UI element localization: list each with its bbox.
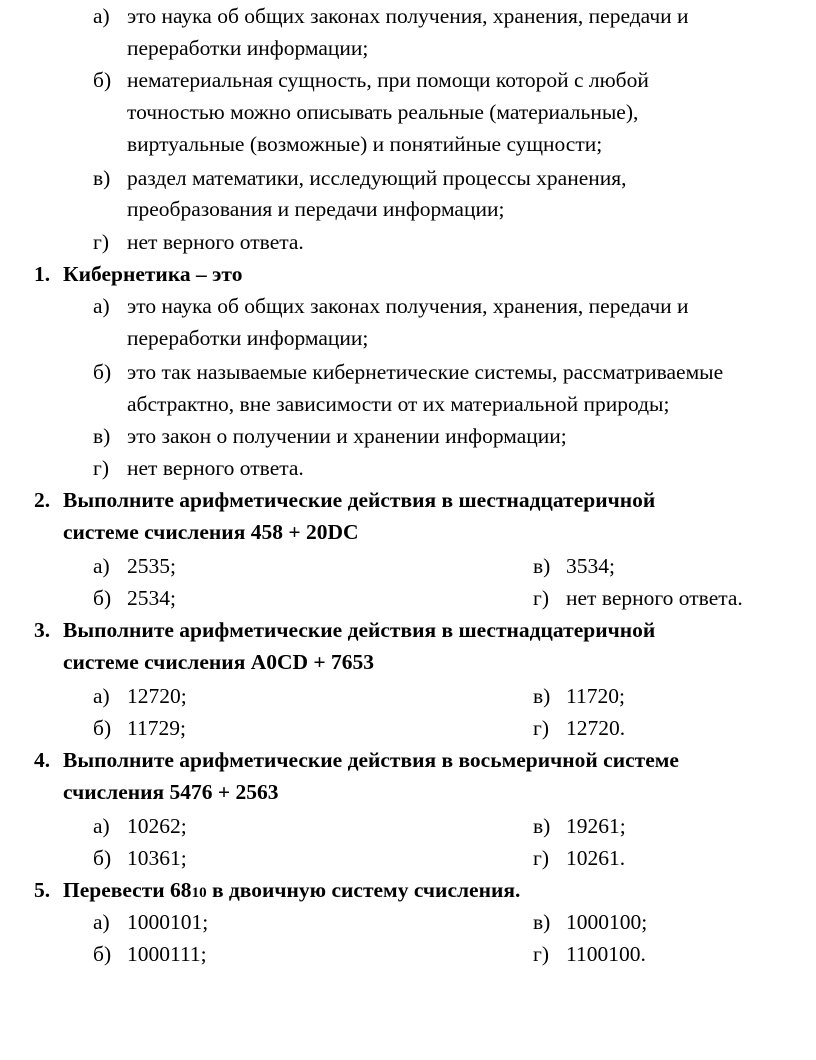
- option-letter: г): [533, 716, 549, 740]
- question-title: Выполните арифметические действия в шестнадцатеричной: [63, 618, 656, 642]
- option-text: преобразования и передачи информации;: [127, 197, 505, 221]
- question-title-part: Перевести 68: [63, 878, 192, 902]
- question-title-part: в двоичную систему счисления.: [206, 878, 521, 902]
- option-letter: б): [93, 586, 112, 610]
- option-text: 11729;: [127, 716, 186, 740]
- option-text: это закон о получении и хранении информации;: [127, 424, 567, 448]
- option-letter: а): [93, 554, 110, 578]
- option-text: 12720.: [566, 716, 626, 740]
- option-letter: г): [533, 586, 549, 610]
- option-letter: г): [93, 230, 109, 254]
- option-text: раздел математики, исследующий процессы хранения,: [127, 166, 627, 190]
- option-text: переработки информации;: [127, 36, 369, 60]
- option-text: 10262;: [127, 814, 187, 838]
- option-text: точностью можно описывать реальные (материальные),: [127, 100, 639, 124]
- option-text: нет верного ответа.: [127, 456, 304, 480]
- option-letter: в): [93, 166, 111, 190]
- question-title: Выполните арифметические действия в шестнадцатеричной: [63, 488, 656, 512]
- option-text: нет верного ответа.: [566, 586, 743, 610]
- question-title: [63, 880, 520, 902]
- option-text: 10261.: [566, 846, 626, 870]
- option-letter: а): [93, 814, 110, 838]
- option-letter: в): [533, 910, 551, 934]
- option-text: 1000100;: [566, 910, 648, 934]
- option-letter: в): [533, 684, 551, 708]
- option-text: переработки информации;: [127, 326, 369, 350]
- question-number: 5.: [34, 878, 51, 902]
- option-letter: б): [93, 360, 112, 384]
- question-number: 1.: [34, 262, 51, 286]
- option-letter: а): [93, 4, 110, 28]
- question-title: системе счисления 458 + 20DC: [63, 520, 359, 544]
- option-letter: г): [93, 456, 109, 480]
- question-title: системе счисления A0CD + 7653: [63, 650, 375, 674]
- option-letter: г): [533, 846, 549, 870]
- option-text: виртуальные (возможные) и понятийные сущности;: [127, 132, 603, 156]
- option-letter: а): [93, 684, 110, 708]
- option-text: 12720;: [127, 684, 187, 708]
- option-letter: в): [533, 554, 551, 578]
- option-text: 2535;: [127, 554, 176, 578]
- option-text: 19261;: [566, 814, 626, 838]
- option-letter: б): [93, 846, 112, 870]
- option-text: 10361;: [127, 846, 187, 870]
- option-text: это наука об общих законах получения, хранения, передачи и: [127, 294, 689, 318]
- option-text: это так называемые кибернетические системы, рассматриваемые: [127, 360, 724, 384]
- option-letter: г): [533, 942, 549, 966]
- option-letter: б): [93, 942, 112, 966]
- option-text: 3534;: [566, 554, 615, 578]
- question-title: Выполните арифметические действия в восьмеричной системе: [63, 748, 679, 772]
- option-text: 1000111;: [127, 942, 207, 966]
- option-text: абстрактно, вне зависимости от их материальной природы;: [127, 392, 670, 416]
- question-number: 2.: [34, 488, 51, 512]
- option-text: 2534;: [127, 586, 176, 610]
- option-letter: а): [93, 294, 110, 318]
- option-letter: в): [533, 814, 551, 838]
- question-title: Кибернетика – это: [63, 262, 243, 286]
- question-title-subscript: 10: [191, 885, 207, 901]
- question-title: счисления 5476 + 2563: [63, 780, 279, 804]
- option-text: нет верного ответа.: [127, 230, 304, 254]
- question-number: 4.: [34, 748, 51, 772]
- question-number: 3.: [34, 618, 51, 642]
- option-text: 1000101;: [127, 910, 209, 934]
- option-text: нематериальная сущность, при помощи которой с любой: [127, 68, 649, 92]
- option-letter: б): [93, 716, 112, 740]
- option-text: 11720;: [566, 684, 625, 708]
- option-text: это наука об общих законах получения, хранения, передачи и: [127, 4, 689, 28]
- option-letter: б): [93, 68, 112, 92]
- option-letter: в): [93, 424, 111, 448]
- option-letter: а): [93, 910, 110, 934]
- option-text: 1100100.: [566, 942, 646, 966]
